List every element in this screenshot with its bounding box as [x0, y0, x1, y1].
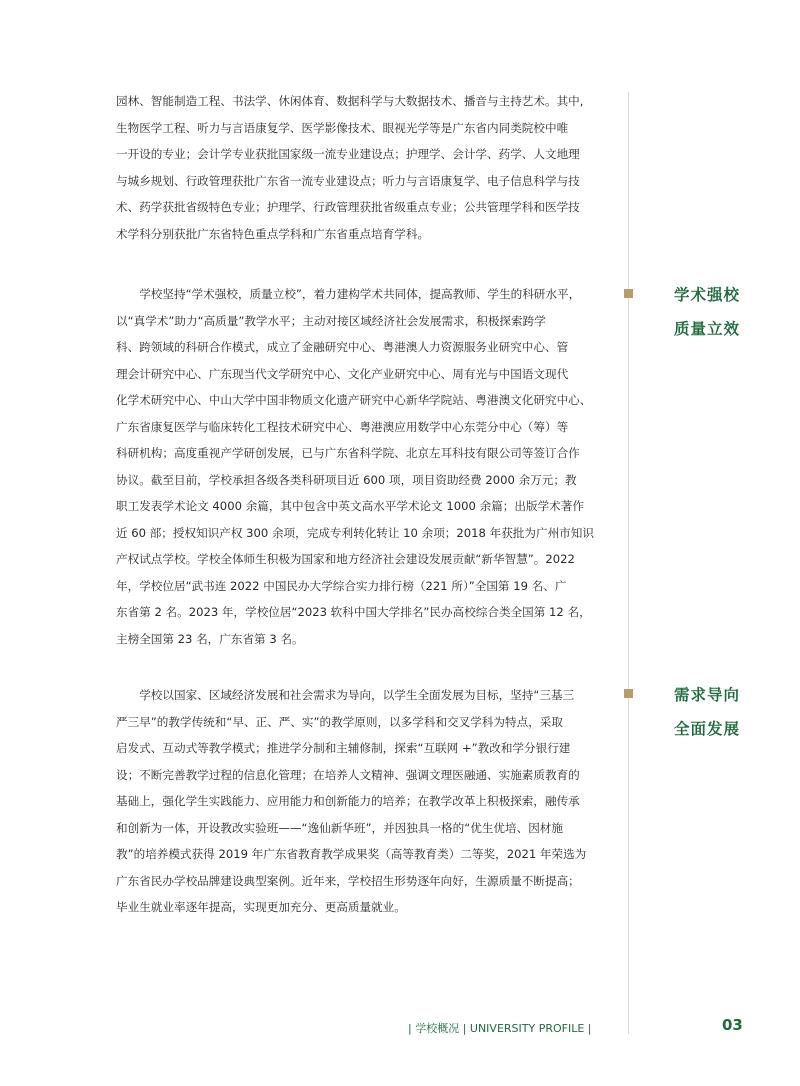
text-line: 设；不断完善教学过程的信息化管理；在培养人文精神、强调文理医融通、实施素质教育的: [116, 767, 580, 782]
text-line: 协议。截至目前，学校承担各级各类科研项目近 600 项，项目资助经费 2000 余万元；教: [116, 472, 577, 487]
text-line: 术、药学获批省级特色专业；护理学、行政管理获批省级重点专业；公共管理学科和医学技: [116, 200, 580, 214]
text-line: 严三早”的教学传统和“早、正、严、实”的教学原则，以多学科和交叉学科为特点，采取: [116, 714, 563, 729]
text-line: 教”的培养模式获得 2019 年广东省教育教学成果奖（高等教育类）二等奖，2021 年荣选为: [116, 847, 587, 861]
text-line: 园林、智能制造工程、书法学、休闲体育、数据科学与大数据技术、播音与主持艺术。其中,: [116, 94, 584, 108]
page-number: 03: [722, 1016, 743, 1034]
text-line: 近 60 部；授权知识产权 300 余项，完成专利转化转让 10 余项；2018 年获批为广州市知识: [116, 525, 594, 540]
paragraph-majors: [116, 88, 606, 247]
text-line: 产权试点学校。学校全体师生积极为国家和地方经济社会建设发展贡献“新华智慧”。2022: [116, 552, 575, 566]
sidebar-heading-line: 全面发展: [674, 720, 741, 738]
footer-section-label: | 学校概况 | UNIVERSITY PROFILE |: [408, 1022, 592, 1035]
text-line: 毕业生就业率逐年提高，实现更加充分、更高质量就业。: [116, 900, 406, 914]
paragraph-research: [116, 281, 606, 652]
text-line: 东省第 2 名。2023 年，学校位居“2023 软科中国大学排名”民办高校综合类全国第 12 名，: [116, 605, 591, 619]
square-marker-icon: [624, 289, 633, 298]
text-line: 广东省民办学校品牌建设典型案例。近年来，学校招生形势逐年向好，生源质量不断提高；: [116, 873, 580, 888]
text-line: 和创新为一体，开设教改实验班——“逸仙新华班”，并因独具一格的“优生优培、因材施: [116, 820, 563, 835]
text-line: 术学科分别获批广东省特色重点学科和广东省重点培育学科。: [116, 226, 430, 241]
square-marker-icon: [624, 689, 633, 698]
text-line: 学校坚持“学术强校，质量立校”，着力建构学术共同体，提高教师、学生的科研水平，: [139, 287, 581, 301]
text-line: 一开设的专业；会计学专业获批国家级一流专业建设点；护理学、会计学、药学、人文地理: [116, 147, 580, 161]
text-line: 年，学校位居“武书连 2022 中国民办大学综合实力排行榜（221 所）”全国第 19 名、广: [116, 578, 567, 593]
sidebar-heading-line: 需求导向: [674, 686, 741, 704]
text-line: 科、跨领域的科研合作模式，成立了金融研究中心、粤港澳人力资源服务业研究中心、管: [116, 340, 569, 354]
vertical-divider: [628, 92, 629, 1034]
text-line: 与城乡规划、行政管理获批广东省一流专业建设点；听力与言语康复学、电子信息科学与技: [116, 173, 580, 188]
sidebar-heading-line: 学术强校: [674, 286, 741, 304]
text-line: 化学术研究中心、中山大学中国非物质文化遗产研究中心新华学院站、粤港澳文化研究中心、: [116, 393, 592, 407]
text-line: 启发式、互动式等教学模式；推进学分制和主辅修制，探索“互联网 +”教改和学分银行建: [116, 741, 571, 755]
sidebar-heading-line: 质量立效: [674, 320, 741, 338]
text-line: 生物医学工程、听力与言语康复学、医学影像技术、眼视光学等是广东省内同类院校中唯: [116, 120, 569, 135]
text-line: 职工发表学术论文 4000 余篇，其中包含中英文高水平学术论文 1000 余篇；出版学术著作: [116, 499, 584, 513]
paragraph-teaching: [116, 682, 606, 921]
text-line: 基础上，强化学生实践能力、应用能力和创新能力的培养；在教学改革上积极探索，融传承: [116, 794, 580, 808]
text-line: 以“真学术”助力“高质量”教学水平；主动对接区域经济社会发展需求，积极探索跨学: [116, 313, 546, 328]
text-line: 主榜全国第 23 名，广东省第 3 名。: [116, 631, 304, 646]
text-line: 学校以国家、区域经济发展和社会需求为导向，以学生全面发展为目标，坚持“三基三: [139, 688, 575, 702]
text-line: 广东省康复医学与临床转化工程技术研究中心、粤港澳应用数学中心东莞分中心（筹）等: [116, 419, 569, 434]
text-line: 理会计研究中心、广东现当代文学研究中心、文化产业研究中心、周有光与中国语文现代: [116, 366, 569, 381]
text-line: 科研机构；高度重视产学研创发展，已与广东省科学院、北京左耳科技有限公司等签订合作: [116, 446, 580, 460]
